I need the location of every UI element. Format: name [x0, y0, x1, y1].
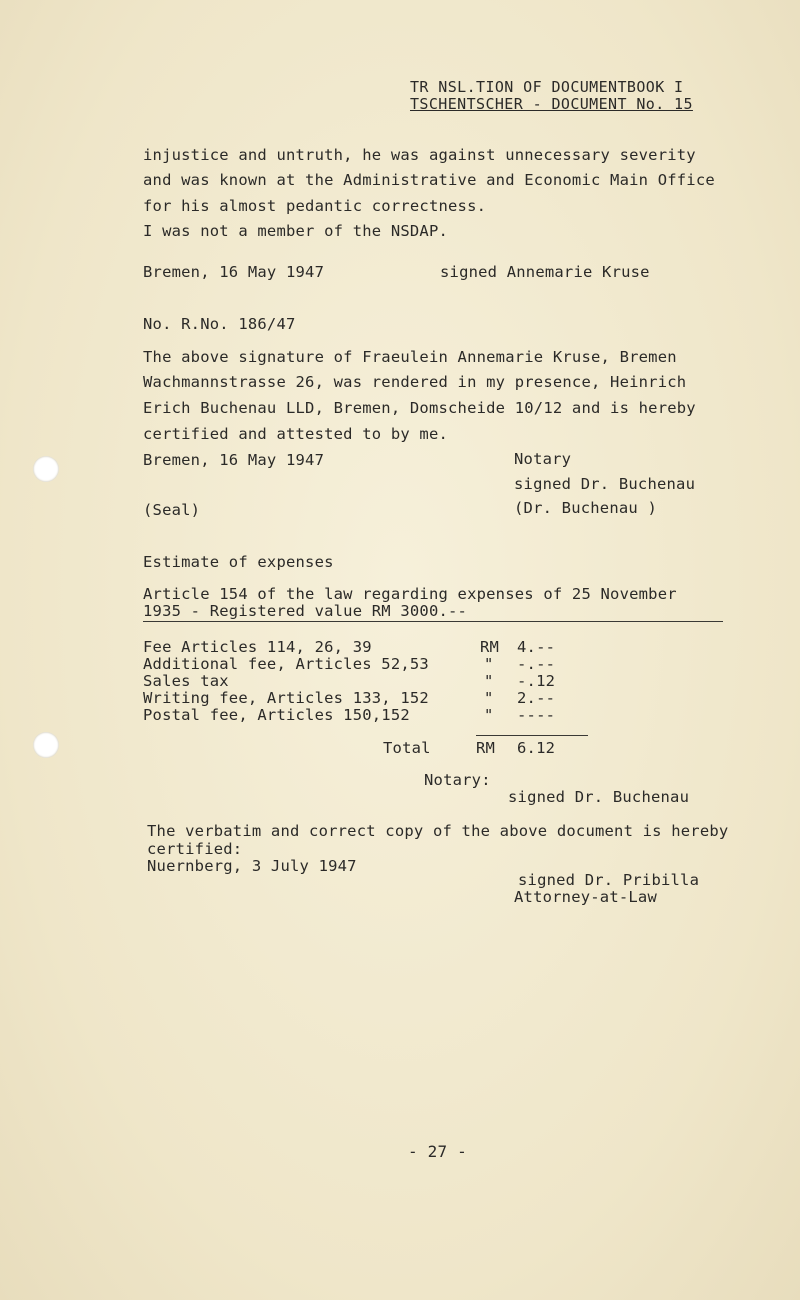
expenses-rule [143, 621, 723, 622]
certification-line-1: The verbatim and correct copy of the above document is hereby [147, 822, 729, 840]
expense-currency: RM [480, 638, 500, 656]
certification-place-date: Nuernberg, 3 July 1947 [147, 857, 357, 875]
expenses-heading: Estimate of expenses [143, 553, 334, 571]
expense-label: Sales tax [143, 672, 229, 690]
expense-amount: -.-- [517, 655, 556, 673]
punch-hole [33, 456, 59, 482]
expense-label: Additional fee, Articles 52,53 [143, 655, 429, 673]
body-line-3: for his almost pedantic correctness. [143, 197, 487, 215]
punch-hole [33, 732, 59, 758]
body-line-1: injustice and untruth, he was against unnecessary severity [143, 146, 696, 164]
expense-currency: " [484, 672, 494, 690]
expense-amount: 2.-- [517, 689, 556, 707]
notary-title: Notary [514, 450, 572, 468]
registration-number: No. R.No. 186/47 [143, 315, 296, 333]
signed-kruse: signed Annemarie Kruse [440, 263, 650, 281]
total-currency: RM [476, 739, 496, 757]
expense-amount: 4.-- [517, 638, 556, 656]
expense-label: Fee Articles 114, 26, 39 [143, 638, 372, 656]
notarial-line-4: certified and attested to by me. [143, 425, 449, 443]
notarial-place-date: Bremen, 16 May 1947 [143, 451, 325, 469]
expenses-article-line-1: Article 154 of the law regarding expenses of 25 November [143, 585, 677, 603]
expense-currency: " [484, 706, 494, 724]
certification-role: Attorney-at-Law [514, 888, 657, 906]
expenses-notary-label: Notary: [424, 771, 491, 789]
body-line-2: and was known at the Administrative and Economic Main Office [143, 171, 715, 189]
certification-signed: signed Dr. Pribilla [518, 871, 700, 889]
expenses-article-line-2: 1935 - Registered value RM 3000.-- [143, 602, 468, 620]
notary-signed: signed Dr. Buchenau [514, 475, 696, 493]
total-rule [476, 735, 588, 736]
certification-line-2: certified: [147, 840, 243, 858]
total-label: Total [383, 739, 431, 757]
seal-label: (Seal) [143, 501, 201, 519]
expenses-notary-signed: signed Dr. Buchenau [508, 788, 690, 806]
expense-amount: ---- [517, 706, 556, 724]
expense-label: Postal fee, Articles 150,152 [143, 706, 410, 724]
notarial-line-3: Erich Buchenau LLD, Bremen, Domscheide 10/12 and is hereby [143, 399, 696, 417]
total-amount: 6.12 [517, 739, 556, 757]
notarial-line-1: The above signature of Fraeulein Annemarie Kruse, Bremen [143, 348, 677, 366]
notary-name: (Dr. Buchenau ) [514, 499, 657, 517]
page-number: - 27 - [408, 1142, 467, 1161]
expense-currency: " [484, 689, 494, 707]
expense-currency: " [484, 655, 494, 673]
place-date: Bremen, 16 May 1947 [143, 263, 325, 281]
notarial-line-2: Wachmannstrasse 26, was rendered in my presence, Heinrich [143, 373, 687, 391]
body-line-4: I was not a member of the NSDAP. [143, 222, 449, 240]
header-line-1: TR NSL.TION OF DOCUMENTBOOK I [410, 78, 684, 96]
header-line-2: TSCHENTSCHER - DOCUMENT No. 15 [410, 95, 693, 113]
expense-amount: -.12 [517, 672, 556, 690]
expense-label: Writing fee, Articles 133, 152 [143, 689, 429, 707]
